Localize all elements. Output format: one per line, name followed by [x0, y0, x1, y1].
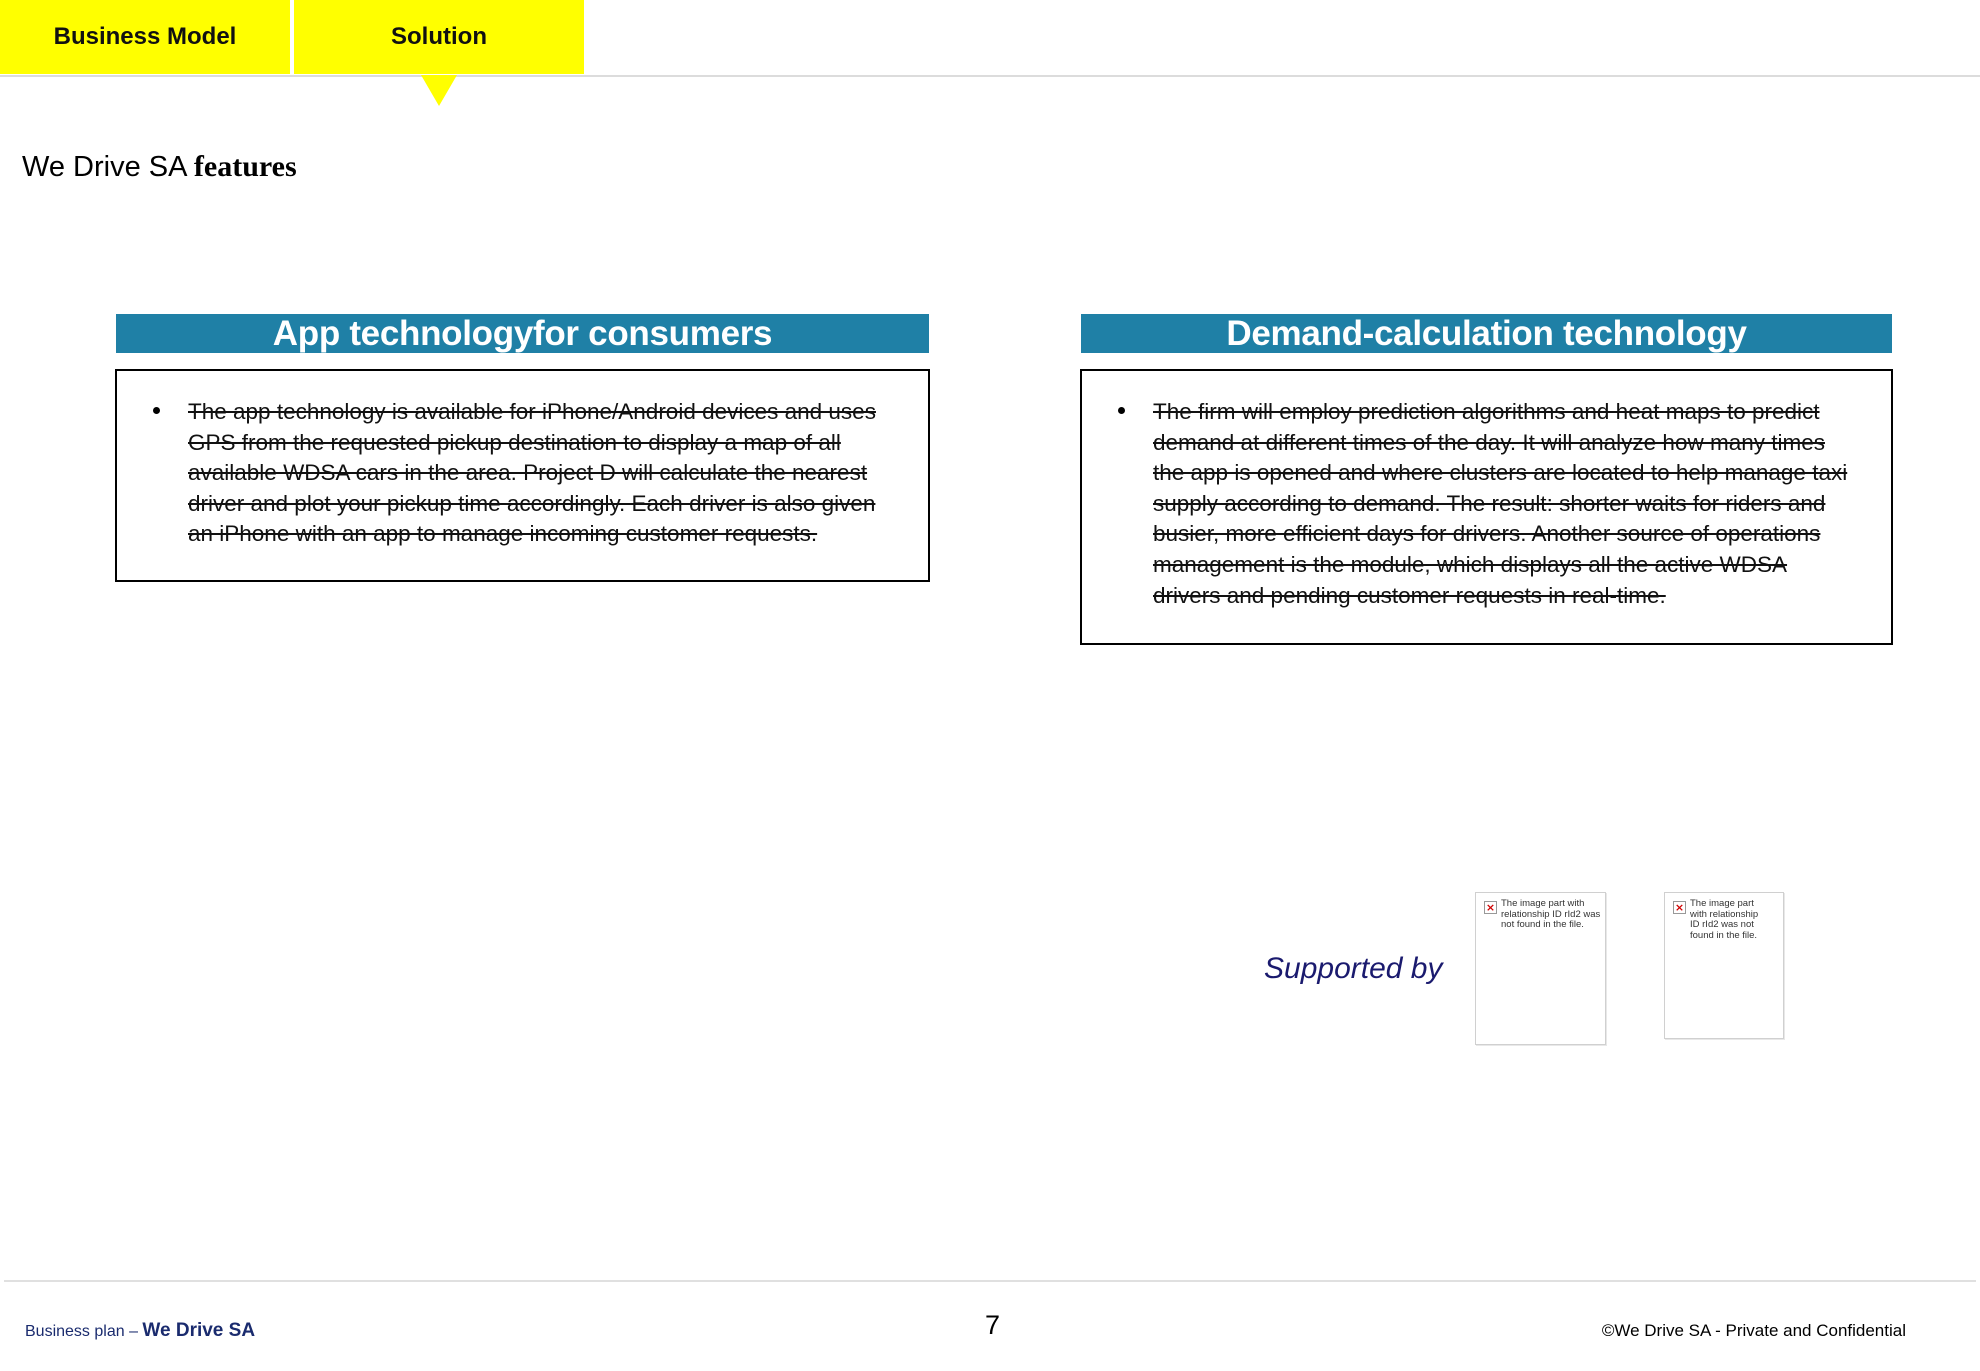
- page-title-bold: features: [193, 150, 297, 183]
- section-header-demand-calculation: Demand-calculation technology: [1081, 314, 1892, 353]
- placeholder-message-1: The image part with relationship ID rId2 was not found in the file.: [1501, 898, 1601, 930]
- page-title-regular: We Drive SA: [22, 151, 194, 183]
- supported-by-label: Supported by: [1264, 952, 1443, 985]
- footer-copyright: ©We Drive SA - Private and Confidential: [1601, 1321, 1906, 1340]
- bullet-icon: [153, 407, 160, 414]
- section-header-app-technology: App technologyfor consumers: [116, 314, 929, 353]
- footer-business-plan: [25, 1320, 255, 1342]
- footer-divider: [4, 1280, 1976, 1282]
- footer-prefix: Business plan –: [25, 1323, 143, 1340]
- tab-bar: [0, 0, 1980, 77]
- sponsor-logo-placeholder-1: [1475, 892, 1606, 1045]
- content-box-demand-calculation: [1080, 369, 1893, 645]
- broken-image-icon: ×: [1674, 901, 1685, 914]
- page-title: [22, 150, 297, 184]
- placeholder-message-2: The image part with relationship ID rId2 was not found in the file.: [1690, 898, 1759, 941]
- broken-image-icon: ×: [1485, 901, 1496, 914]
- content-box-app-technology: [115, 369, 930, 582]
- bullet-text-app-technology: The app technology is available for iPhone/Android devices and uses GPS from the requested pickup destination to display a map of all available WDSA cars in the area. Project D will calculate the nearest driver and plot your pickup time accordingly. Each driver is also given an iPhone with an app to manage incoming customer requests.: [188, 399, 876, 547]
- page-number: 7: [985, 1310, 1001, 1340]
- footer-brand: We Drive SA: [142, 1320, 256, 1341]
- bullet-icon: [1118, 407, 1125, 414]
- active-tab-pointer-icon: [421, 75, 457, 106]
- tab-solution[interactable]: Solution: [294, 0, 584, 74]
- bullet-text-demand-calculation: The firm will employ prediction algorithms and heat maps to predict demand at different times of the day. It will analyze how many times the app is opened and where clusters are located to help manage taxi supply according to demand. The result: shorter waits for riders and busier, more efficient days for drivers. Another source of operations management is the module, which displays all the active WDSA drivers and pending customer requests in real-time.: [1153, 399, 1848, 608]
- sponsor-logo-placeholder-2: [1664, 892, 1784, 1039]
- tab-business-model[interactable]: Business Model: [0, 0, 290, 74]
